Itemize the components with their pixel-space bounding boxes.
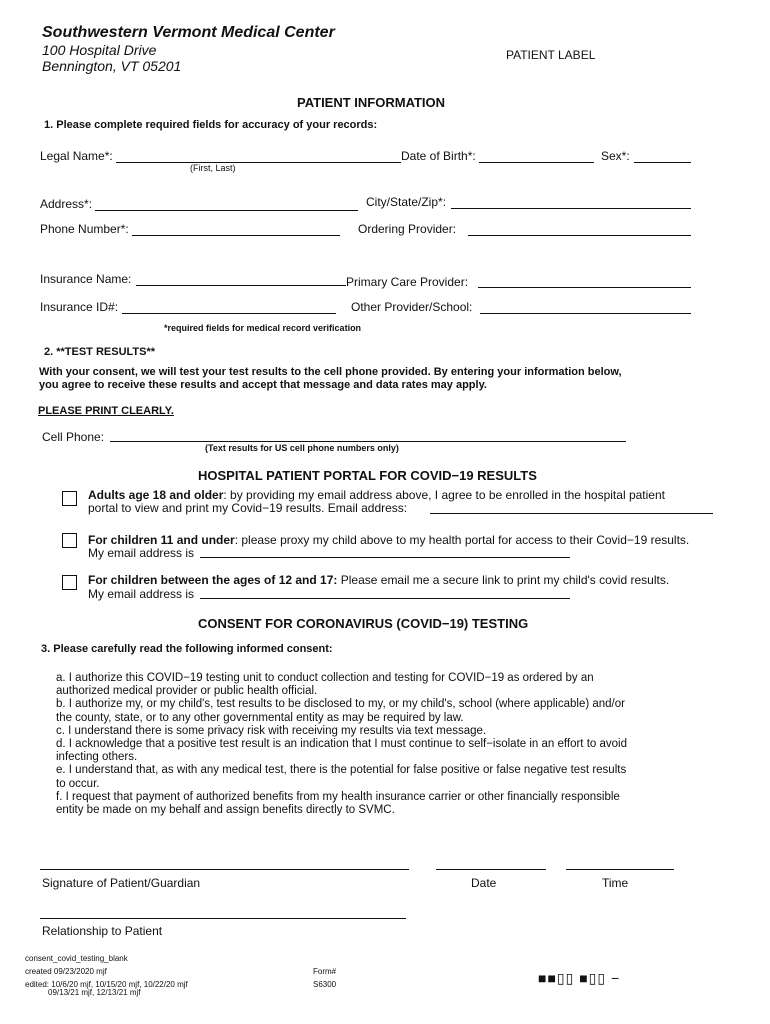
address-field[interactable] xyxy=(95,210,358,211)
children-under-11-rest: : please proxy my child above to my health portal for access to their Covid−19 results. xyxy=(234,533,690,547)
test-results-title: 2. **TEST RESULTS** xyxy=(44,346,156,358)
patient-info-title: PATIENT INFORMATION xyxy=(297,95,446,110)
pcp-label: Primary Care Provider: xyxy=(346,275,469,289)
footer-doc-name: consent_covid_testing_blank xyxy=(25,954,128,963)
city-state-zip-field[interactable] xyxy=(451,208,691,209)
org-address-line2: Bennington, VT 05201 xyxy=(42,58,182,74)
test-results-consent-line2: you agree to receive these results and accept that message and data rates may apply. xyxy=(39,379,487,391)
children-under-11-bold: For children 11 and under xyxy=(88,533,235,547)
consent-instruction: 3. Please carefully read the following informed consent: xyxy=(41,643,333,655)
footer-created: created 09/23/2020 mjf xyxy=(25,967,107,976)
required-note: *required fields for medical record verification xyxy=(164,323,362,333)
children-under-11-checkbox[interactable] xyxy=(62,533,77,548)
test-results-consent-line1: With your consent, we will test your test results to the cell phone provided. By entering your information below, xyxy=(39,366,622,378)
consent-line: f. I request that payment of authorized benefits from my health insurance carrier or other financially responsible xyxy=(56,790,620,803)
org-address-line1: 100 Hospital Drive xyxy=(42,42,157,58)
children-12-17-text xyxy=(88,573,669,587)
city-state-zip-label: City/State/Zip*: xyxy=(366,195,447,209)
address-label: Address*: xyxy=(40,197,93,211)
pcp-field[interactable] xyxy=(478,287,691,288)
cell-phone-note: (Text results for US cell phone numbers only) xyxy=(205,443,399,453)
time-label: Time xyxy=(602,876,629,890)
footer-form-label: Form# xyxy=(313,967,337,976)
adults-email-field[interactable] xyxy=(430,513,713,514)
sex-label: Sex*: xyxy=(601,149,630,163)
children-under-11-email-field[interactable] xyxy=(200,557,570,558)
adults-option-bold: Adults age 18 and older xyxy=(88,488,224,502)
children-12-17-checkbox[interactable] xyxy=(62,575,77,590)
first-last-hint: (First, Last) xyxy=(190,163,236,173)
consent-line: b. I authorize my, or my child's, test results to be disclosed to my, or my child's, school (where applicable) and/or xyxy=(56,698,625,711)
consent-line: the county, state, or to any other governmental entity as may be required by law. xyxy=(56,711,464,724)
other-provider-field[interactable] xyxy=(480,313,691,314)
adults-option-text xyxy=(88,488,665,502)
time-field[interactable] xyxy=(566,869,674,870)
phone-field[interactable] xyxy=(132,235,340,236)
children-12-17-line2: My email address is xyxy=(88,587,195,601)
ordering-provider-field[interactable] xyxy=(468,235,691,236)
signature-field[interactable] xyxy=(40,869,409,870)
consent-line: e. I understand that, as with any medical test, there is the potential for false positive or false negative test results xyxy=(56,764,627,777)
consent-line: a. I authorize this COVID−19 testing unit to conduct collection and testing for COVID−19 as ordered by an xyxy=(56,672,594,684)
org-name: Southwestern Vermont Medical Center xyxy=(42,24,335,41)
consent-text xyxy=(56,672,627,817)
consent-title: CONSENT FOR CORONAVIRUS (COVID−19) TESTING xyxy=(198,616,529,631)
children-12-17-email-field[interactable] xyxy=(200,598,570,599)
consent-line: entity be made on my behalf and assign benefits directly to SVMC. xyxy=(56,804,395,817)
portal-title: HOSPITAL PATIENT PORTAL FOR COVID−19 RESULTS xyxy=(198,468,537,483)
other-provider-label: Other Provider/School: xyxy=(351,300,473,314)
cell-phone-label: Cell Phone: xyxy=(42,430,105,444)
ordering-provider-label: Ordering Provider: xyxy=(358,222,457,236)
phone-label: Phone Number*: xyxy=(40,222,129,236)
insurance-id-label: Insurance ID#: xyxy=(40,300,119,314)
insurance-name-field[interactable] xyxy=(136,285,346,286)
children-under-11-text xyxy=(88,533,689,547)
children-under-11-line2: My email address is xyxy=(88,546,195,560)
insurance-name-label: Insurance Name: xyxy=(40,272,132,286)
cell-phone-field[interactable] xyxy=(110,441,626,442)
signature-label: Signature of Patient/Guardian xyxy=(42,876,201,890)
consent-line: c. I understand there is some privacy risk with receiving my results via text message. xyxy=(56,724,487,737)
relationship-field[interactable] xyxy=(40,918,406,919)
legal-name-field[interactable] xyxy=(116,162,401,163)
relationship-label: Relationship to Patient xyxy=(42,924,163,938)
footer-edited: edited: 10/6/20 mjf, 10/15/20 mjf, 10/22/20 mjf xyxy=(25,980,188,989)
patient-label: PATIENT LABEL xyxy=(506,48,596,62)
consent-line: infecting others. xyxy=(56,751,138,764)
dob-label: Date of Birth*: xyxy=(401,149,476,163)
adults-option-line2: portal to view and print my Covid−19 results. Email address: xyxy=(88,501,408,515)
consent-line: authorized medical provider or public health official. xyxy=(56,685,318,698)
sex-field[interactable] xyxy=(634,162,691,163)
consent-line: d. I acknowledge that a positive test result is an indication that I must continue to self−isolate in an effort to avoid xyxy=(56,738,627,751)
barcode-icon: ■■▯▯ ■▯▯ − xyxy=(538,970,621,986)
footer-edited2: 09/13/21 mjf, 12/13/21 mjf xyxy=(48,988,141,997)
children-12-17-bold: For children between the ages of 12 and 17: xyxy=(88,573,338,587)
legal-name-label: Legal Name*: xyxy=(40,149,113,163)
print-clearly: PLEASE PRINT CLEARLY. xyxy=(38,405,174,417)
insurance-id-field[interactable] xyxy=(122,313,336,314)
date-label: Date xyxy=(471,876,497,890)
date-field[interactable] xyxy=(436,869,546,870)
consent-line: to occur. xyxy=(56,777,100,790)
dob-field[interactable] xyxy=(479,162,594,163)
adults-option-rest: : by providing my email address above, I agree to be enrolled in the hospital patient xyxy=(223,488,665,502)
footer-form-number: S6300 xyxy=(313,980,337,989)
patient-info-instruction: 1. Please complete required fields for accuracy of your records: xyxy=(44,119,378,131)
adults-checkbox[interactable] xyxy=(62,491,77,506)
children-12-17-rest: Please email me a secure link to print my child's covid results. xyxy=(337,573,670,587)
